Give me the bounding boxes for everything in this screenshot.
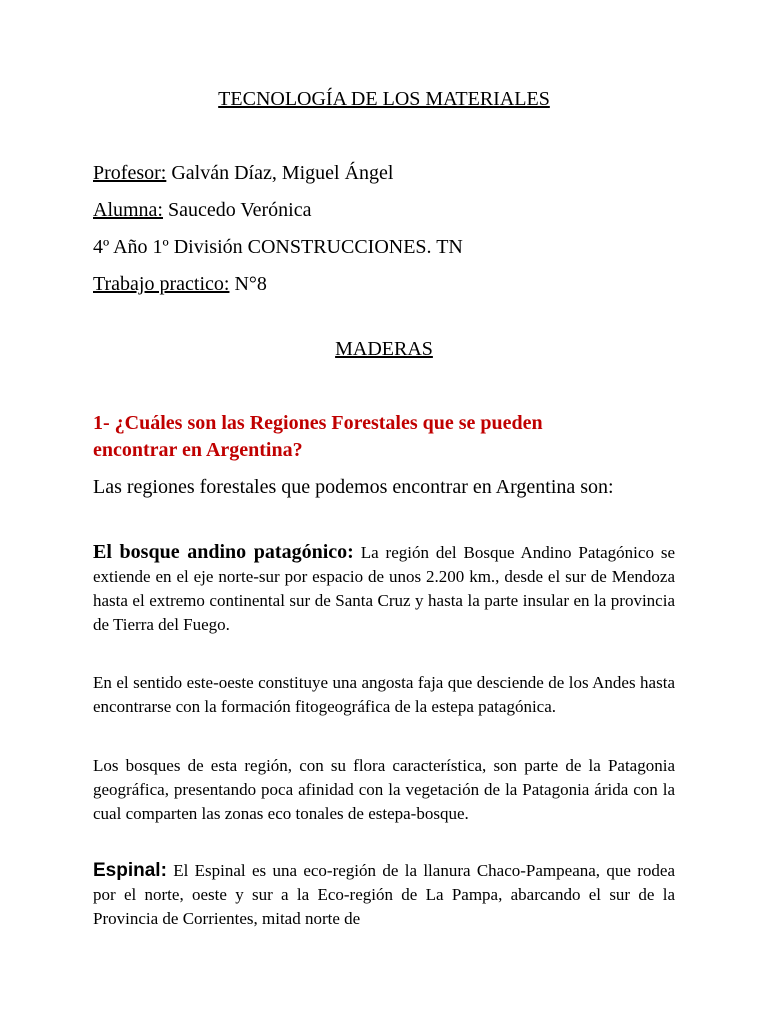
question-line-1: 1- ¿Cuáles son las Regiones Forestales que se pueden [93, 412, 543, 434]
trabajo-label: Trabajo practico: [93, 273, 230, 295]
espinal-text: El Espinal es una eco-región de la llanura Chaco-Pampeana, que rodea por el norte, oeste y sur a la Eco-región de La Pampa, abarcando el sur de la Provincia de Corrientes, mitad norte de [93, 861, 675, 928]
question-line-2: encontrar en Argentina? [93, 439, 303, 461]
trabajo-line [93, 273, 267, 296]
espinal-paragraph [93, 859, 675, 931]
bosque-paragraph [93, 540, 675, 637]
bosque-paragraph-3: Los bosques de esta región, con su flora característica, son parte de la Patagonia geográfica, presentando poca afinidad con la vegetación de la Patagonia árida con la cual comparten las zonas eco tonales de estepa-bosque. [93, 756, 675, 823]
answer-intro: Las regiones forestales que podemos encontrar en Argentina son: [93, 476, 614, 498]
curso-line: 4º Año 1º División CONSTRUCCIONES. TN [93, 236, 463, 258]
profesor-line [93, 162, 394, 185]
bosque-paragraph-2: En el sentido este-oeste constituye una angosta faja que desciende de los Andes hasta encontrarse con la formación fitogeográfica de la estepa patagónica. [93, 673, 675, 716]
profesor-label: Profesor: [93, 162, 167, 184]
bosque-heading: El bosque andino patagónico: [93, 541, 354, 563]
alumna-line [93, 199, 311, 222]
bosque-text: La región del Bosque Andino Patagónico se extiende en el eje norte-sur por espacio de unos 2.200 km., desde el sur de Mendoza hasta el extremo continental sur de Santa Cruz y hasta la parte insular en la provincia de Tierra del Fuego. [93, 543, 676, 634]
espinal-heading: Espinal: [93, 860, 167, 881]
document-title: TECNOLOGÍA DE LOS MATERIALES [218, 88, 550, 110]
alumna-value: Saucedo Verónica [163, 199, 312, 221]
profesor-value: Galván Díaz, Miguel Ángel [166, 162, 394, 184]
trabajo-value: N°8 [229, 273, 267, 295]
alumna-label: Alumna: [93, 199, 163, 221]
section-title: MADERAS [335, 338, 433, 360]
